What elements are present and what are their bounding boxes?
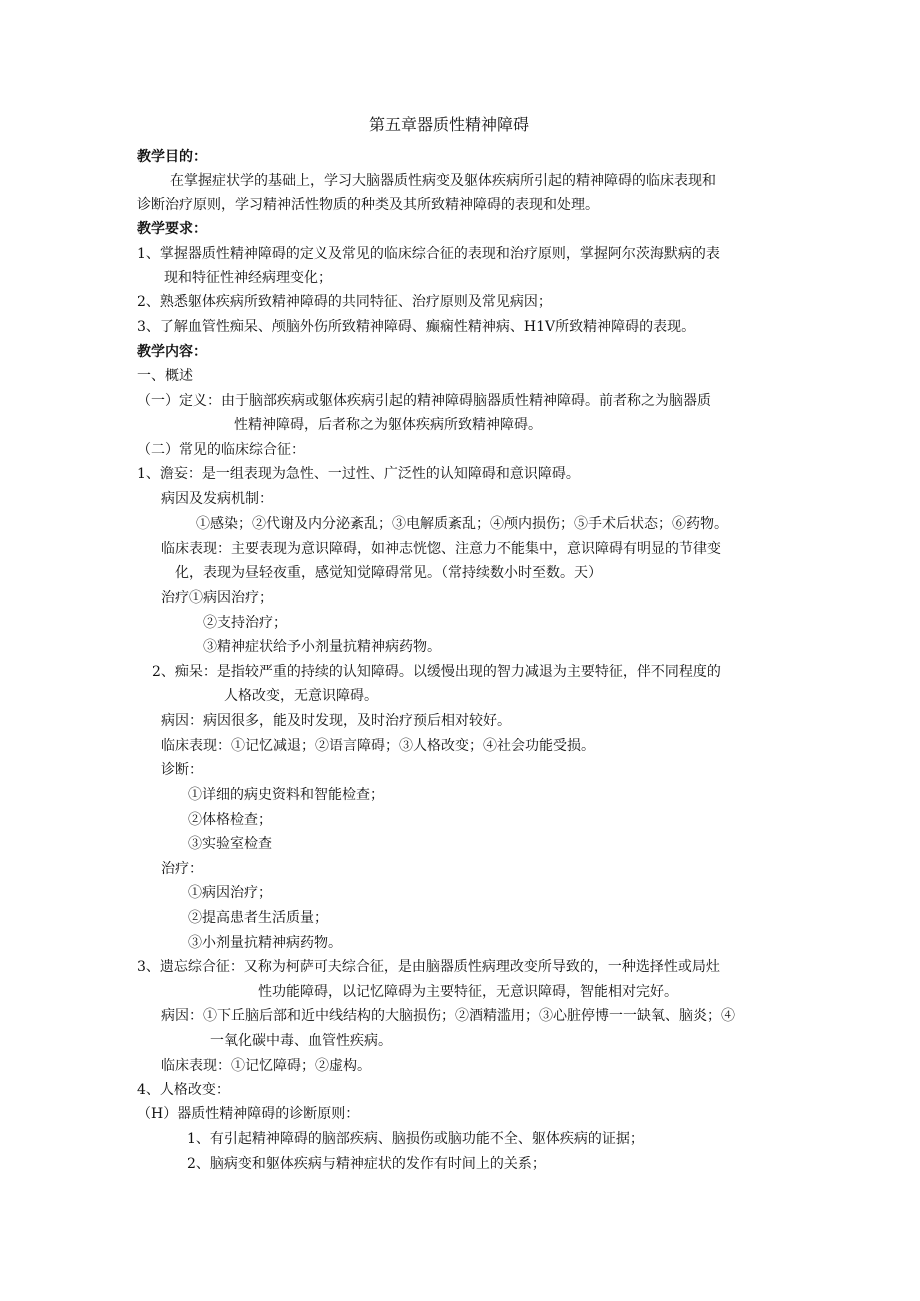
definition-line-1: （一）定义：由于脑部疾病或躯体疾病引起的精神障碍脑器质性精神障碍。前者称之为脑器质 (137, 393, 711, 409)
requirements-heading: 教学要求： (137, 221, 207, 237)
amnesia-cause-line-1: 病因：①下丘脑后部和近中线结构的大脑损伤；②酒精滥用；③心脏停博一一缺氧、脑炎；④ (161, 1008, 735, 1024)
delirium-treatment-3: ③精神症状给予小剂量抗精神病药物。 (203, 639, 441, 655)
delirium-cause-label: 病因及发病机制： (161, 491, 273, 507)
dementia-treatment-3: ③小剂量抗精神病药物。 (188, 935, 342, 951)
amnesia-cause-line-2: 一氧化碳中毒、血管性疾病。 (210, 1033, 392, 1049)
requirement-2: 2、熟悉躯体疾病所致精神障碍的共同特征、治疗原则及常见病因； (137, 294, 552, 310)
dementia-diagnosis-1: ①详细的病史资料和智能检查； (188, 787, 384, 803)
amnesia-line-1: 3、遗忘综合征：又称为柯萨可夫综合征，是由脑器质性病理改变所导致的，一种选择性或局灶 (137, 959, 720, 975)
dementia-diagnosis-3: ③实验室检查 (188, 836, 272, 852)
page-title: 第五章器质性精神障碍 (369, 115, 530, 134)
delirium-treatment-1: 治疗①病因治疗； (161, 590, 273, 606)
dementia-treatment-2: ②提高患者生活质量； (188, 910, 328, 926)
dementia-line-1: 2、痴呆：是指较严重的持续的认知障碍。以缓慢出现的智力减退为主要特征，伴不同程度的 (152, 664, 721, 680)
requirement-1-line-1: 1、掌握器质性精神障碍的定义及常见的临床综合征的表现和治疗原则，掌握阿尔茨海默病的表 (137, 246, 720, 262)
objective-text-line-2: 诊断治疗原则，学习精神活性物质的种类及其所致精神障碍的表现和处理。 (137, 197, 599, 213)
diagnosis-principle-2: 2、脑病变和躯体疾病与精神症状的发作有时间上的关系； (187, 1156, 546, 1172)
delirium-causes: ①感染；②代谢及内分泌紊乱；③电解质紊乱；④颅内损伤；⑤手术后状态；⑥药物。 (196, 516, 728, 532)
dementia-treatment-1: ①病因治疗； (188, 885, 272, 901)
common-syndromes-heading: （二）常见的临床综合征： (137, 442, 305, 458)
delirium-treatment-2: ②支持治疗； (203, 615, 287, 631)
requirement-3: 3、了解血管性痴呆、颅脑外伤所致精神障碍、癫痫性精神病、H1V所致精神障碍的表现。 (137, 319, 696, 335)
personality-change: 4、人格改变： (137, 1082, 230, 1098)
delirium-clinical-line-1: 临床表现：主要表现为意识障碍，如神志恍惚、注意力不能集中，意识障碍有明显的节律变 (161, 541, 721, 557)
dementia-treatment-label: 治疗： (161, 861, 203, 877)
objective-heading: 教学目的： (137, 149, 207, 165)
diagnosis-principles-heading: （H）器质性精神障碍的诊断原则： (137, 1106, 360, 1122)
dementia-cause: 病因：病因很多，能及时发现，及时治疗预后相对较好。 (161, 713, 511, 729)
dementia-diagnosis-label: 诊断： (161, 762, 203, 778)
definition-line-2: 性精神障碍，后者称之为躯体疾病所致精神障碍。 (234, 417, 542, 433)
diagnosis-principle-1: 1、有引起精神障碍的脑部疾病、脑损伤或脑功能不全、躯体疾病的证据； (187, 1131, 644, 1147)
dementia-diagnosis-2: ②体格检查； (188, 812, 272, 828)
requirement-1-line-2: 现和特征性神经病理变化； (164, 270, 332, 286)
content-heading: 教学内容： (137, 344, 207, 360)
objective-text-line-1: 在掌握症状学的基础上，学习大脑器质性病变及躯体疾病所引起的精神障碍的临床表现和 (170, 173, 716, 189)
amnesia-line-2: 性功能障碍，以记忆障碍为主要特征，无意识障碍，智能相对完好。 (258, 984, 678, 1000)
section-overview: 一、概述 (137, 368, 193, 384)
amnesia-clinical: 临床表现：①记忆障碍；②虚构。 (161, 1058, 371, 1074)
dementia-clinical: 临床表现：①记忆减退；②语言障碍；③人格改变；④社会功能受损。 (161, 738, 595, 754)
dementia-line-2: 人格改变，无意识障碍。 (224, 688, 378, 704)
delirium-line: 1、澹妄：是一组表现为急性、一过性、广泛性的认知障碍和意识障碍。 (137, 466, 580, 482)
delirium-clinical-line-2: 化，表现为昼轻夜重，感觉知觉障碍常见。（常持续数小时至数。天） (175, 565, 602, 581)
